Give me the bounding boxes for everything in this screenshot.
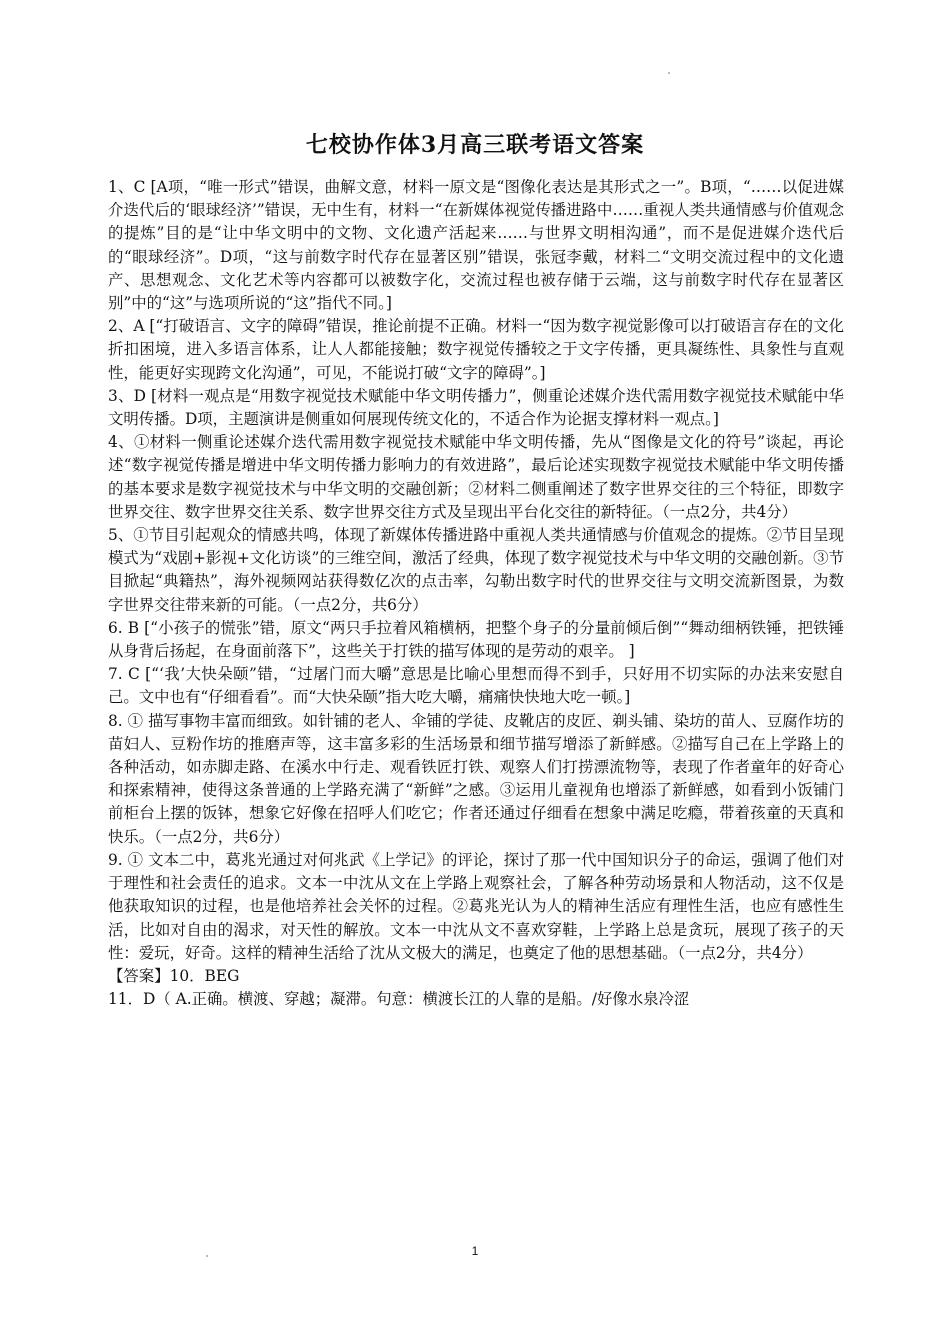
scan-dot [668, 72, 670, 74]
answer-10: 【答案】10．BEG [108, 966, 240, 985]
answer-4: 4、①材料一侧重论述媒介迭代需用数字视觉技术赋能中华文明传播，先从“图像是文化的符号”谈起，再论述“数字视觉传播是增进中华文明传播力影响力的有效进路”，最后论述实现数字视觉技术赋能中华文明传播的基本要求是数字视觉技术与中华文明的交融创新；②材料二侧重阐述了数字世界交往的三个特征，即数字世界交往、数字世界交往关系、数字世界交往方式及呈现出平台化交往的新特征。（一点2分，共4分） [108, 433, 844, 521]
answer-body [108, 176, 844, 1011]
answer-9: 9. ① 文本二中，葛兆光通过对何兆武《上学记》的评论，探讨了那一代中国知识分子的命运，强调了他们对于理性和社会责任的追求。文本一中沈从文在上学路上观察社会，了解各种劳动场景和人物活动，这不仅是他获取知识的过程，也是他培养社会关怀的过程。②葛兆光认为人的精神生活应有理性生活，也应有感性生活，比如对自由的渴求，对天性的解放。文本一中沈从文不喜欢穿鞋，上学路上总是贪玩，展现了孩子的天性：爱玩，好奇。这样的精神生活给了沈从文极大的满足，也奠定了他的思想基础。（一点2分，共4分） [108, 850, 844, 962]
answer-7: 7. C [“‘我’大快朵颐”错，“过屠门而大嚼”意思是比喻心里想而得不到手，只好用不切实际的办法来安慰自己。文中也有“仔细看看”。而“大快朵颐”指大吃大嚼，痛痛快快地大吃一顿。] [108, 665, 844, 707]
answer-6: 6. B [“小孩子的慌张”错，原文“两只手拉着风箱横柄，把整个身子的分量前倾后倒”“舞动细柄铁锤，把铁锤从身背后扬起，在身面前落下”，这些关于打铁的描写体现的是劳动的艰辛。 ] [108, 618, 844, 661]
answer-2: 2、A [“打破语言、文字的障碍”错误，推论前提不正确。材料一“因为数字视觉影像可以打破语言存在的文化折扣困境，进入多语言体系，让人人都能接触；数字视觉传播较之于文字传播，更具凝练性、具象性与直观性，能更好实现跨文化沟通”，可见，不能说打破“文字的障碍”。] [108, 317, 844, 382]
answer-5: 5、①节目引起观众的情感共鸣，体现了新媒体传播进路中重视人类共通情感与价值观念的提炼。②节目呈现模式为“戏剧+影视+文化访谈”的三维空间，激活了经典，体现了数字视觉技术与中华文明的交融创新。③节目掀起“典籍热”，海外视频网站获得数亿次的点击率，勾勒出数字时代的世界交往与文明交流新图景，为数字世界交往带来新的可能。（一点2分，共6分） [108, 526, 844, 614]
answer-1: 1、C [A项，“唯一形式”错误，曲解文意，材料一原文是“图像化表达是其形式之一”。B项，“……以促进媒介迭代后的‘眼球经济’”错误，无中生有，材料一“在新媒体视觉传播进路中……重视人类共通情感与价值观念的提炼”目的是“让中华文明中的文物、文化遗产活起来……与世界文明相沟通”，而不是促进媒介迭代后的“眼球经济”。D项，“这与前数字时代存在显著区别”错误，张冠李戴，材料二“文明交流过程中的文化遗产、思想观念、文化艺术等内容都可以被数字化，交流过程也被存储于云端，这与前数字时代存在显著区别”中的“这”与选项所说的“这”指代不同。] [108, 178, 844, 313]
document-title: 七校协作体3月高三联考语文答案 [305, 132, 645, 158]
answer-8: 8. ① 描写事物丰富而细致。如针铺的老人、伞铺的学徒、皮靴店的皮匠、剃头铺、染坊的苗人、豆腐作坊的苗妇人、豆粉作坊的推磨声等，这丰富多彩的生活场景和细节描写增添了新鲜感。②描写自己在上学路上的各种活动，如赤脚走路、在溪水中行走、观看铁匠打铁、观察人们打捞漂流物等，表现了作者童年的好奇心和探索精神，使得这条普通的上学路充满了“新鲜”之感。③运用儿童视角也增添了新鲜感，如看到小饭铺门前柜台上摆的饭钵，想象它好像在招呼人们吃它；作者还通过仔细看在想象中满足吃瘾，带着孩童的天真和快乐。（一点2分，共6分） [108, 711, 844, 846]
page-number: 1 [471, 1244, 479, 1258]
answer-11: 11．D（ A.正确。横渡、穿越；凝滞。句意：横渡长江的人靠的是船。/好像水泉冷涩 [108, 990, 690, 1009]
answer-3: 3、D [材料一观点是“用数字视觉技术赋能中华文明传播力”，侧重论述媒介迭代需用数字视觉技术赋能中华文明传播。D项，主题演讲是侧重如何展现传统文化的，不适合作为论据支撑材料一观点。] [108, 386, 844, 429]
